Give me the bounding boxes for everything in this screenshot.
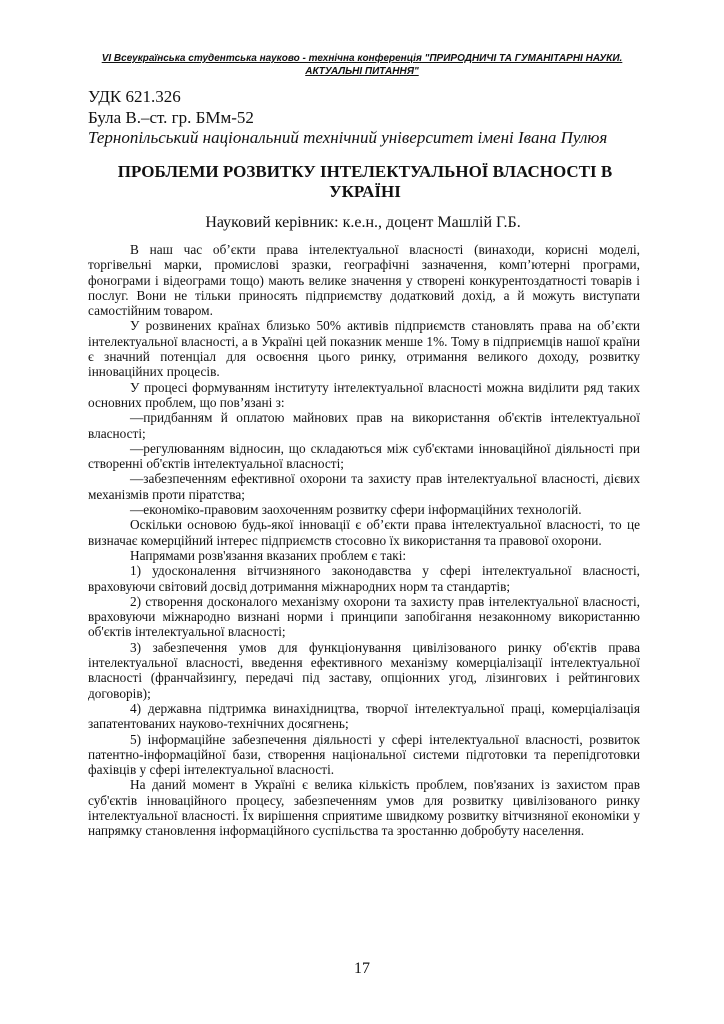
udk-code: УДК 621.326 [88,87,181,106]
list-item: 1) удосконалення вітчизняного законодавства у сфері інтелектуальної власності, враховуючи світовий досвід дотримання міжнародних норм та стандартів; [88,563,640,594]
paragraph: Напрямами розв'язання вказаних проблем є такі: [130,547,407,563]
paper-body [88,242,640,839]
list-item: 4) державна підтримка винахідництва, творчої інтелектуальної праці, комерціалізація запатентованих науково-технічних досягнень; [88,700,640,732]
paragraph: Оскільки основою будь-якої інновації є об’єкти права інтелектуальної власності, то це визначає комерційний інтерес підприємств стосовно їх використання та правової охорони. [88,517,640,548]
paragraph: В наш час об’єкти права інтелектуальної власності (винаходи, корисні моделі, торгівельні марки, промислові зразки, географічні зазначення, комп’ютерні програми, фонограми і відеограми тощо) мають велике значення у створені конкурентоздатності товарів і послуг. Вони не тільки приносять підприємству додатковий дохід, а й можуть виступати самостійним товаром. [88,242,640,319]
paragraph: На даний момент в Україні є велика кількість проблем, пов'язаних із захистом прав суб'єктів інноваційного процесу, забезпеченням умов для розвитку цивілізованого ринку інтелектуальної власності. Їх вирішення сприятиме швидкому розвитку вітчизняної економіки у напрямку становлення інформаційного суспільства та зростанню добробуту населення. [88,777,640,839]
list-item: —економіко-правовим заохоченням розвитку сфери інформаційних технологій. [130,502,582,518]
page-number: 17 [354,960,370,977]
author-line: Була В.–ст. гр. БМм-52 [88,108,254,127]
conference-header: VI Всеукраїнська студентська науково - технічна конференція "ПРИРОДНИЧІ ТА ГУМАНІТАРНІ НАУКИ. АКТУАЛЬНІ ПИТАННЯ" [101,53,623,77]
advisor-line: Науковий керівник: к.е.н., доцент Машлій Г.Б. [205,214,521,231]
paragraph: У процесі формуванням інституту інтелектуальної власності можна виділити ряд таких основних проблем, що пов’язані з: [88,379,640,410]
list-item: —забезпеченням ефективної охорони та захисту прав інтелектуальної власності, дієвих механізмів проти піратства; [88,471,640,502]
affiliation-line: Тернопільський національний технічний університет імені Івана Пулюя [88,128,608,147]
list-item: —придбанням й оплатою майнових прав на використання об'єктів інтелектуальної власності; [88,410,640,441]
paragraph: У розвинених країнах близько 50% активів підприємств становлять права на об’єкти інтелектуальної власності, а в Україні цей показник менше 1%. Тому в підприємців нашої країни є значний потенціал для освоєння цього ринку, отримання великого доходу, розвитку інноваційних процесів. [88,318,640,380]
list-item: 2) створення досконалого механізму охорони та захисту прав інтелектуальної власності, враховуючи міжнародно визнані норми і принципи запобігання незаконному використанню об'єктів інтелектуальної власності; [88,593,640,640]
list-item: —регулюванням відносин, що складаються між суб'єктами інноваційної діяльності при створенні об'єктів інтелектуальної власності; [88,440,640,472]
list-item: 5) інформаційне забезпечення діяльності у сфері інтелектуальної власності, розвиток патентно-інформаційної бази, створення національної системи підготовки та перепідготовки фахівців у сфері інтелектуальної власності. [88,731,640,778]
list-item: 3) забезпечення умов для функціонування цивілізованого ринку об'єктів права інтелектуальної власності, введення ефективного механізму комерціалізації інтелектуальної власності (франчайзингу, передачі під заставу, опціонних угод, лізингових і рейтингових договорів); [88,639,640,701]
paper-title: ПРОБЛЕМИ РОЗВИТКУ ІНТЕЛЕКТУАЛЬНОЇ ВЛАСНОСТІ В УКРАЇНІ [117,162,613,201]
